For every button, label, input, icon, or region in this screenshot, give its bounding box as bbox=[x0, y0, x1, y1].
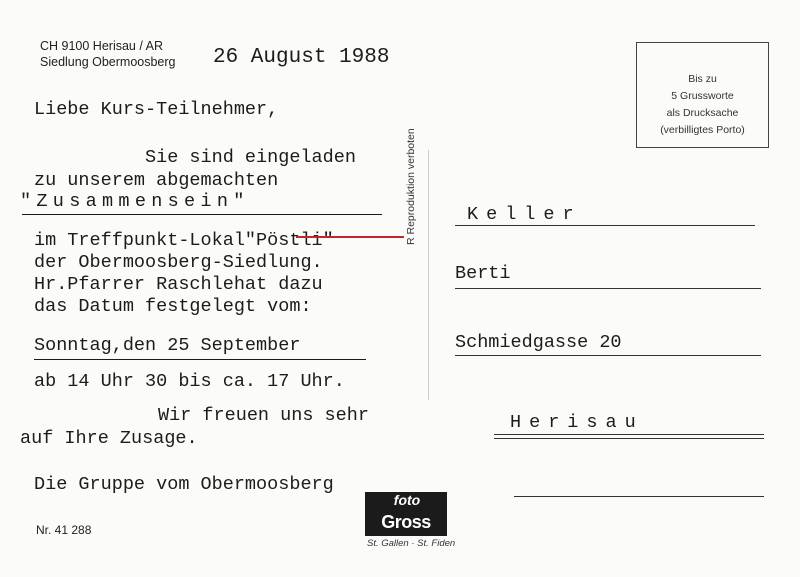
stamp-line-4: (verbilligtes Porto) bbox=[660, 124, 745, 136]
underline-zusammensein bbox=[22, 214, 382, 215]
letter-line-3: "Zusammensein" bbox=[20, 191, 250, 212]
stamp-box-text bbox=[637, 71, 768, 139]
address-line-4a bbox=[494, 434, 764, 435]
letter-line-7: das Datum festgelegt vom: bbox=[34, 296, 312, 317]
sender-line-1: CH 9100 Herisau / AR bbox=[40, 39, 163, 53]
reproduction-note: R Reproduktion verboten bbox=[405, 128, 417, 245]
letter-line-1: Sie sind eingeladen bbox=[145, 147, 356, 168]
letter-line-6: Hr.Pfarrer Raschlehat dazu bbox=[34, 274, 323, 295]
address-line-2 bbox=[455, 288, 761, 289]
address-line-1 bbox=[455, 225, 755, 226]
stamp-line-1: Bis zu bbox=[688, 73, 717, 85]
letter-line-4: im Treffpunkt-Lokal"Pöstli" bbox=[34, 230, 334, 251]
stamp-line-2: 5 Grussworte bbox=[671, 90, 734, 102]
letter-line-10: Wir freuen uns sehr bbox=[158, 405, 369, 426]
address-line-4b bbox=[494, 438, 764, 439]
letter-date: 26 August 1988 bbox=[213, 46, 390, 69]
address-line-5 bbox=[514, 496, 764, 497]
address-street: Schmiedgasse 20 bbox=[455, 332, 622, 353]
letter-closing: Die Gruppe vom Obermoosberg bbox=[34, 474, 334, 495]
salutation: Liebe Kurs-Teilnehmer, bbox=[34, 99, 279, 120]
stamp-box bbox=[636, 42, 769, 148]
letter-line-2: zu unserem abgemachten bbox=[34, 170, 279, 191]
sender-line-2: Siedlung Obermoosberg bbox=[40, 55, 176, 69]
logo-bottom-text: Gross bbox=[381, 512, 431, 532]
letter-line-8: Sonntag,den 25 September bbox=[34, 335, 301, 356]
letter-line-5: der Obermoosberg-Siedlung. bbox=[34, 252, 323, 273]
sender-address bbox=[40, 38, 176, 70]
address-name: Keller bbox=[467, 204, 582, 225]
stamp-line-3: als Drucksache bbox=[666, 107, 739, 119]
card-number: Nr. 41 288 bbox=[36, 523, 92, 537]
underline-poestli bbox=[296, 236, 404, 238]
logo-caption: St. Gallen · St. Fiden bbox=[367, 538, 456, 549]
letter-line-11: auf Ihre Zusage. bbox=[20, 428, 198, 449]
address-first-name: Berti bbox=[455, 263, 511, 284]
center-divider bbox=[428, 150, 429, 400]
address-line-3 bbox=[455, 355, 761, 356]
letter-line-9: ab 14 Uhr 30 bis ca. 17 Uhr. bbox=[34, 371, 345, 392]
underline-date bbox=[34, 359, 366, 360]
logo-top-text: foto bbox=[393, 492, 421, 508]
address-city: Herisau bbox=[510, 412, 644, 433]
foto-gross-logo bbox=[365, 492, 447, 536]
